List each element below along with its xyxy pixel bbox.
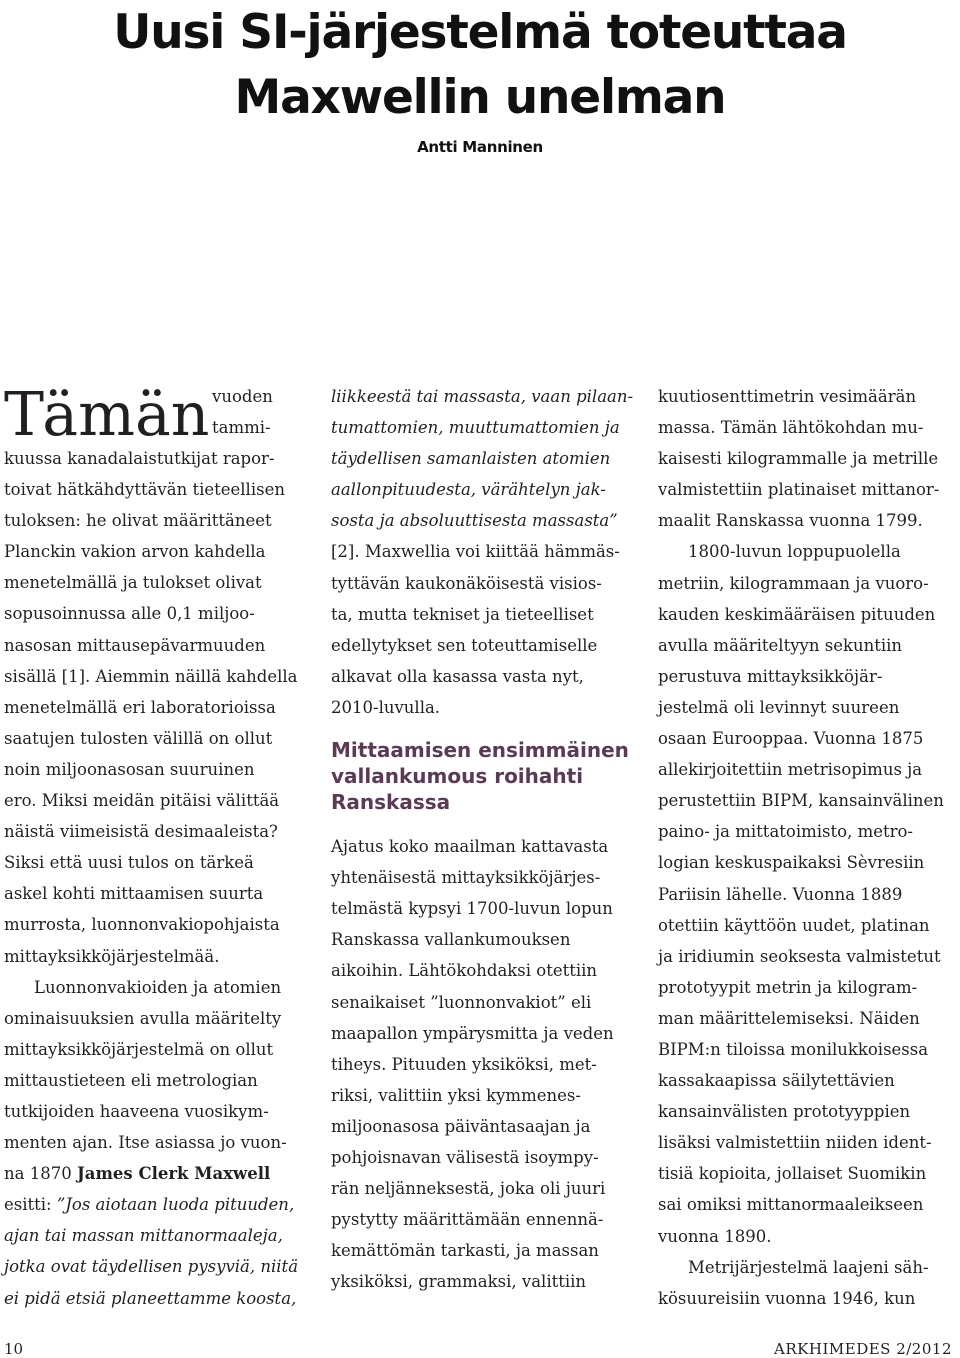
dropcap-block	[4, 380, 304, 450]
text-line: tisiä kopioita, jollaiset Suomikin	[658, 1164, 927, 1184]
text-line: maapallon ympärysmitta ja veden	[331, 1023, 614, 1043]
text-line: edellytykset sen toteuttamiselle	[331, 635, 598, 655]
text-run: na 1870	[4, 1164, 77, 1184]
column-3	[658, 381, 958, 1314]
text-line: kösuureisiin vuonna 1946, kun	[658, 1288, 916, 1308]
heading-line: vallankumous roihahti	[331, 764, 584, 789]
text-line: otettiin käyttöön uudet, platinan	[658, 915, 930, 935]
text-line: yksiköksi, grammaksi, valittiin	[331, 1272, 587, 1292]
text-line	[4, 1158, 304, 1189]
text-line: alkavat olla kasassa vasta nyt,	[331, 666, 584, 686]
text-line: tuloksen: he olivat määrittäneet	[4, 511, 272, 531]
article-title	[80, 0, 880, 130]
text-line: perustuva mittayksikköjär-	[658, 666, 883, 686]
text-line: tiheys. Pituuden yksiköksi, met-	[331, 1054, 597, 1074]
text-line: telmästä kypsyi 1700-luvun lopun	[331, 899, 613, 919]
text-line: tyttävän kaukonäköisestä visios-	[331, 573, 602, 593]
quote-line: sosta ja absoluuttisesta massasta”	[331, 511, 618, 531]
text-line: kuutiosenttimetrin vesimäärän	[658, 387, 917, 406]
text-line: rän neljänneksestä, joka oli juuri	[331, 1179, 606, 1199]
text-line: valmistettiin platinaiset mittanor-	[658, 480, 940, 500]
text-line: BIPM:n tiloissa monilukkoisessa	[658, 1039, 929, 1059]
text-line: saatujen tulosten välillä on ollut	[4, 728, 273, 748]
text-line: jestelmä oli levinnyt suureen	[658, 697, 900, 717]
column-1	[4, 381, 304, 1314]
text-line: murrosta, luonnonvakiopohjaista	[4, 915, 280, 935]
column-2	[331, 381, 634, 1297]
text-line: sai omiksi mittanormaaleikseen	[658, 1195, 924, 1215]
text-line: mittayksikköjärjestelmää.	[4, 946, 220, 966]
text-line: kansainvälisten prototyyppien	[658, 1102, 911, 1122]
text-line: ja iridiumin seoksesta valmistetut	[658, 946, 941, 966]
text-line: ero. Miksi meidän pitäisi välittää	[4, 791, 280, 811]
text-line: Ranskassa vallankumouksen	[331, 930, 571, 950]
text-line: vuoden	[212, 387, 273, 406]
text-line: pystytty määrittämään ennennä-	[331, 1210, 604, 1230]
text-line: prototyypit metrin ja kilogram-	[658, 977, 918, 997]
text-line: yhtenäisestä mittayksikköjärjes-	[331, 868, 601, 888]
text-line: 2010-luvulla.	[331, 697, 441, 717]
quote-line: ajan tai massan mittanormaaleja,	[4, 1226, 283, 1246]
dropcap-side-text	[212, 381, 273, 443]
text-line: [2]. Maxwellia voi kiittää hämmäs-	[331, 542, 620, 562]
text-line	[4, 1189, 304, 1220]
quote-line: jotka ovat täydellisen pysyviä, niitä	[4, 1257, 299, 1277]
text-line: Luonnonvakioiden ja atomien	[34, 977, 282, 997]
text-line: allekirjoitettiin metrisopimus ja	[658, 760, 923, 780]
text-line: Planckin vakion arvon kahdella	[4, 542, 266, 562]
text-line: Siksi että uusi tulos on tärkeä	[4, 853, 254, 873]
text-line: ta, mutta tekniset ja tieteelliset	[331, 604, 594, 624]
text-line: noin miljoonasosan suuruinen	[4, 759, 255, 779]
author-byline: Antti Manninen	[417, 138, 543, 156]
text-line: näistä viimeisistä desimaaleista?	[4, 822, 278, 842]
text-line: avulla määriteltyyn sekuntiin	[658, 635, 903, 655]
text-line: paino- ja mittatoimisto, metro-	[658, 822, 914, 842]
text-line: menetelmällä ja tulokset olivat	[4, 573, 262, 593]
text-line: kemättömän tarkasti, ja massan	[331, 1241, 599, 1261]
text-line: vuonna 1890.	[658, 1226, 772, 1246]
text-line: menten ajan. Itse asiassa jo vuon-	[4, 1133, 287, 1153]
text-line: massa. Tämän lähtökohdan mu-	[658, 418, 924, 438]
person-name: James Clerk Maxwell	[76, 1164, 271, 1184]
text-line: mittayksikköjärjestelmä on ollut	[4, 1039, 274, 1059]
text-line: kassakaapissa säilytettävien	[658, 1071, 895, 1091]
text-line: osaan Eurooppaa. Vuonna 1875	[658, 729, 924, 749]
text-line: maalit Ranskassa vuonna 1799.	[658, 511, 923, 531]
text-line: aikoihin. Lähtökohdaksi otettiin	[331, 961, 598, 981]
text-line: lisäksi valmistettiin niiden ident-	[658, 1133, 932, 1153]
text-line: mittaustieteen eli metrologian	[4, 1070, 258, 1090]
text-line: nasosan mittausepävarmuuden	[4, 635, 266, 655]
heading-line: Ranskassa	[331, 790, 451, 815]
text-line: tammi-	[212, 418, 271, 438]
text-line: sisällä [1]. Aiemmin näillä kahdella	[4, 666, 298, 686]
text-run: esitti:	[4, 1195, 57, 1215]
text-line: kuussa kanadalaistutkijat rapor-	[4, 449, 275, 468]
text-line: logian keskuspaikaksi Sèvresiin	[658, 853, 925, 873]
quote-line: aallonpituudesta, värähtelyn jak-	[331, 480, 606, 500]
text-line: toivat hätkähdyttävän tieteellisen	[4, 480, 285, 500]
text-line: menetelmällä eri laboratorioissa	[4, 697, 276, 717]
quote-text: ”Jos aiotaan luoda pituuden,	[56, 1195, 295, 1215]
text-line: sopusoinnussa alle 0,1 miljoo-	[4, 604, 255, 624]
text-line: Ajatus koko maailman kattavasta	[331, 837, 609, 857]
quote-line: liikkeestä tai massasta, vaan pilaan-	[331, 387, 634, 406]
journal-issue: ARKHIMEDES 2/2012	[774, 1340, 952, 1358]
text-line: Pariisin lähelle. Vuonna 1889	[658, 884, 903, 904]
text-line: man määrittelemiseksi. Näiden	[658, 1008, 920, 1028]
text-line: 1800-luvun loppupuolella	[688, 542, 901, 562]
title-line-1: Uusi SI-järjestelmä toteuttaa	[113, 5, 847, 60]
text-line: tutkijoiden haaveena vuosikym-	[4, 1101, 269, 1121]
text-line: senaikaiset ”luonnonvakiot” eli	[331, 992, 592, 1012]
text-line: pohjoisnavan välisestä isoympy-	[331, 1147, 599, 1167]
text-line: metriin, kilogrammaan ja vuoro-	[658, 573, 929, 593]
text-line: kaisesti kilogrammalle ja metrille	[658, 449, 939, 469]
text-line: ominaisuuksien avulla määritelty	[4, 1008, 282, 1028]
text-line: Metrijärjestelmä laajeni säh-	[688, 1257, 929, 1277]
text-line: miljoonasosa päiväntasaajan ja	[331, 1116, 591, 1136]
text-line: kauden keskimääräisen pituuden	[658, 604, 936, 624]
quote-line: tumattomien, muuttumattomien ja	[331, 418, 620, 438]
text-line: askel kohti mittaamisen suurta	[4, 884, 264, 904]
quote-line: ei pidä etsiä planeettamme koosta,	[4, 1288, 297, 1308]
text-line: perustettiin BIPM, kansainvälinen	[658, 791, 944, 811]
page-number: 10	[4, 1340, 24, 1358]
section-heading	[331, 737, 631, 815]
dropcap-word: Tämän	[4, 380, 210, 450]
heading-line: Mittaamisen ensimmäinen	[331, 738, 629, 763]
quote-line: täydellisen samanlaisten atomien	[331, 449, 611, 469]
title-line-2: Maxwellin unelman	[234, 70, 726, 125]
text-line: riksi, valittiin yksi kymmenes-	[331, 1085, 581, 1105]
